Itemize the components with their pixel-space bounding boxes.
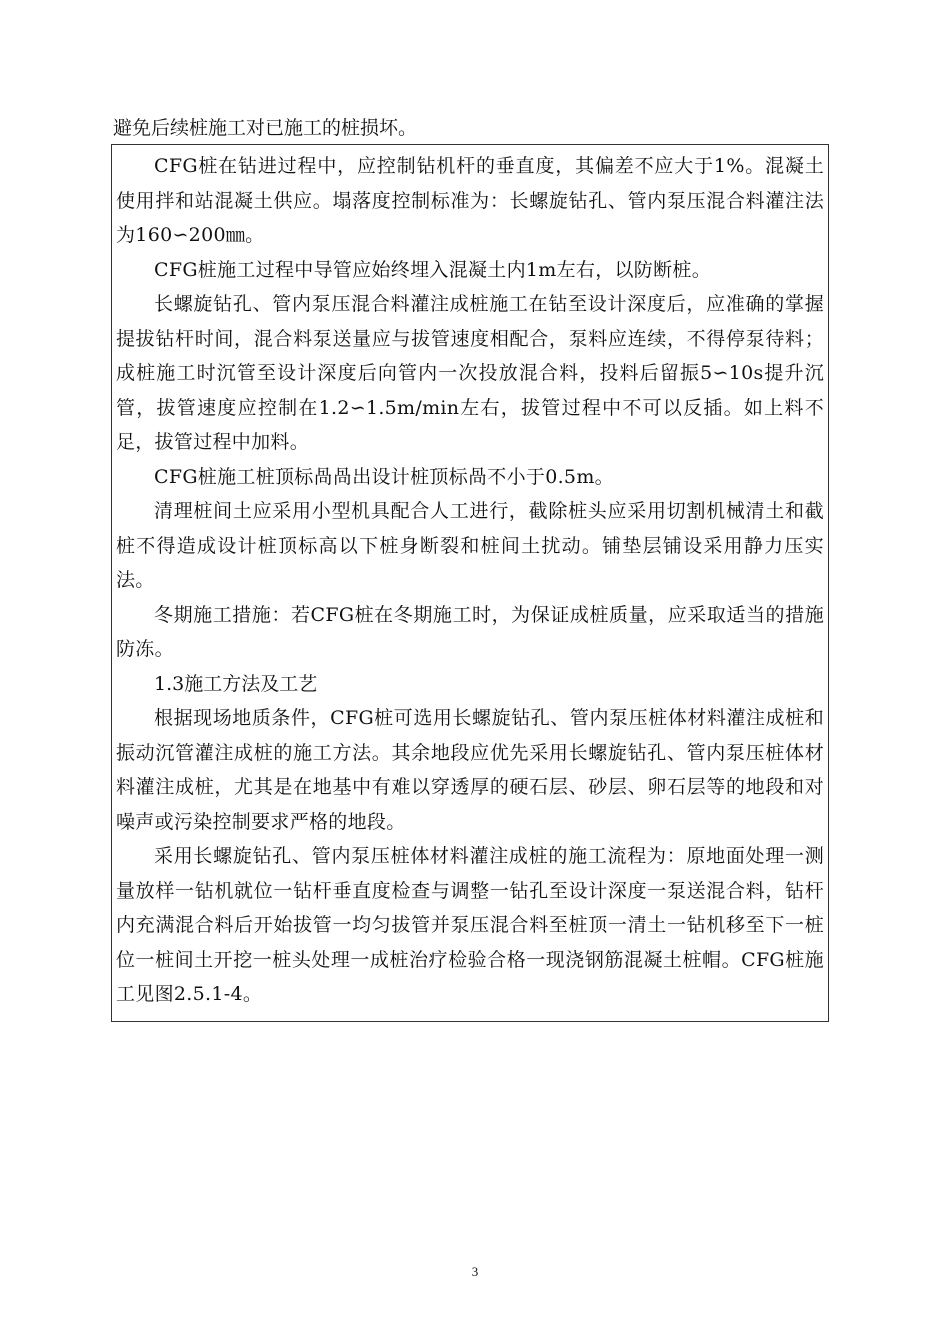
paragraph-construction-flow: 采用长螺旋钻孔、管内泵压桩体材料灌注成桩的施工流程为：原地面处理一测量放样一钻机就位一钻杆垂直度检查与调整一钻孔至设计深度一泵送混合料，钻杆内充满混合料后开始拔管一均匀拔管并泵压混合料至桩顶一清土一钻机移至下一桩位一桩间土开挖一桩头处理一成桩治疗检验合格一现浇钢筋混凝土桩帽。CFG桩施工见图2.5.1-4。 <box>116 845 824 1005</box>
lead-text: 避免后续桩施工对已施工的桩损坏。 <box>113 117 418 139</box>
content-table-cell <box>111 144 829 1022</box>
paragraph-pile-top: CFG桩施工桩顶标咼咼出设计桩顶标咼不小于0.5m。 <box>154 465 614 488</box>
paragraph-drilling-process: 长螺旋钻孔、管内泵压混合料灌注成桩施工在钻至设计深度后，应准确的掌握提拔钻杆时间，混合料泵送量应与拔管速度相配合，泵料应连续，不得停泵待料；成桩施工时沉管至设计深度后向管内一次投放混合料，投料后留振5∽10s提升沉管，拔管速度应控制在1.2∽1.5m/min左右，拔管过程中不可以反插。如上料不足，拔管过程中加料。 <box>116 293 824 453</box>
paragraph-conduit: CFG桩施工过程中导管应始终埋入混凝土内1m左右，以防断桩。 <box>154 258 712 281</box>
paragraph-geology-methods: 根据现场地质条件，CFG桩可选用长螺旋钻孔、管内泵压桩体材料灌注成桩和振动沉管灌注成桩的施工方法。其余地段应优先采用长螺旋钻孔、管内泵压桩体材料灌注成桩，尤其是在地基中有难以穿透厚的硬石层、砂层、卵石层等的地段和对噪声或污染控制要求严格的地段。 <box>116 707 824 833</box>
paragraph-verticality: CFG桩在钻进过程中，应控制钻机杆的垂直度，其偏差不应大于1%。混凝土使用拌和站混凝土供应。塌落度控制标准为：长螺旋钻孔、管内泵压混合料灌注法为160∽200㎜。 <box>116 155 824 246</box>
paragraph-winter-measures: 冬期施工措施：若CFG桩在冬期施工时，为保证成桩质量，应采取适当的措施防冻。 <box>116 603 824 660</box>
section-heading: 1.3施工方法及工艺 <box>154 672 318 695</box>
paragraph-soil-cleanup: 清理桩间土应采用小型机具配合人工进行，截除桩头应采用切割机械清土和截桩不得造成设计桩顶标高以下桩身断裂和桩间土扰动。铺垫层铺设采用静力压实法。 <box>116 500 824 591</box>
page-number: 3 <box>471 1264 479 1279</box>
